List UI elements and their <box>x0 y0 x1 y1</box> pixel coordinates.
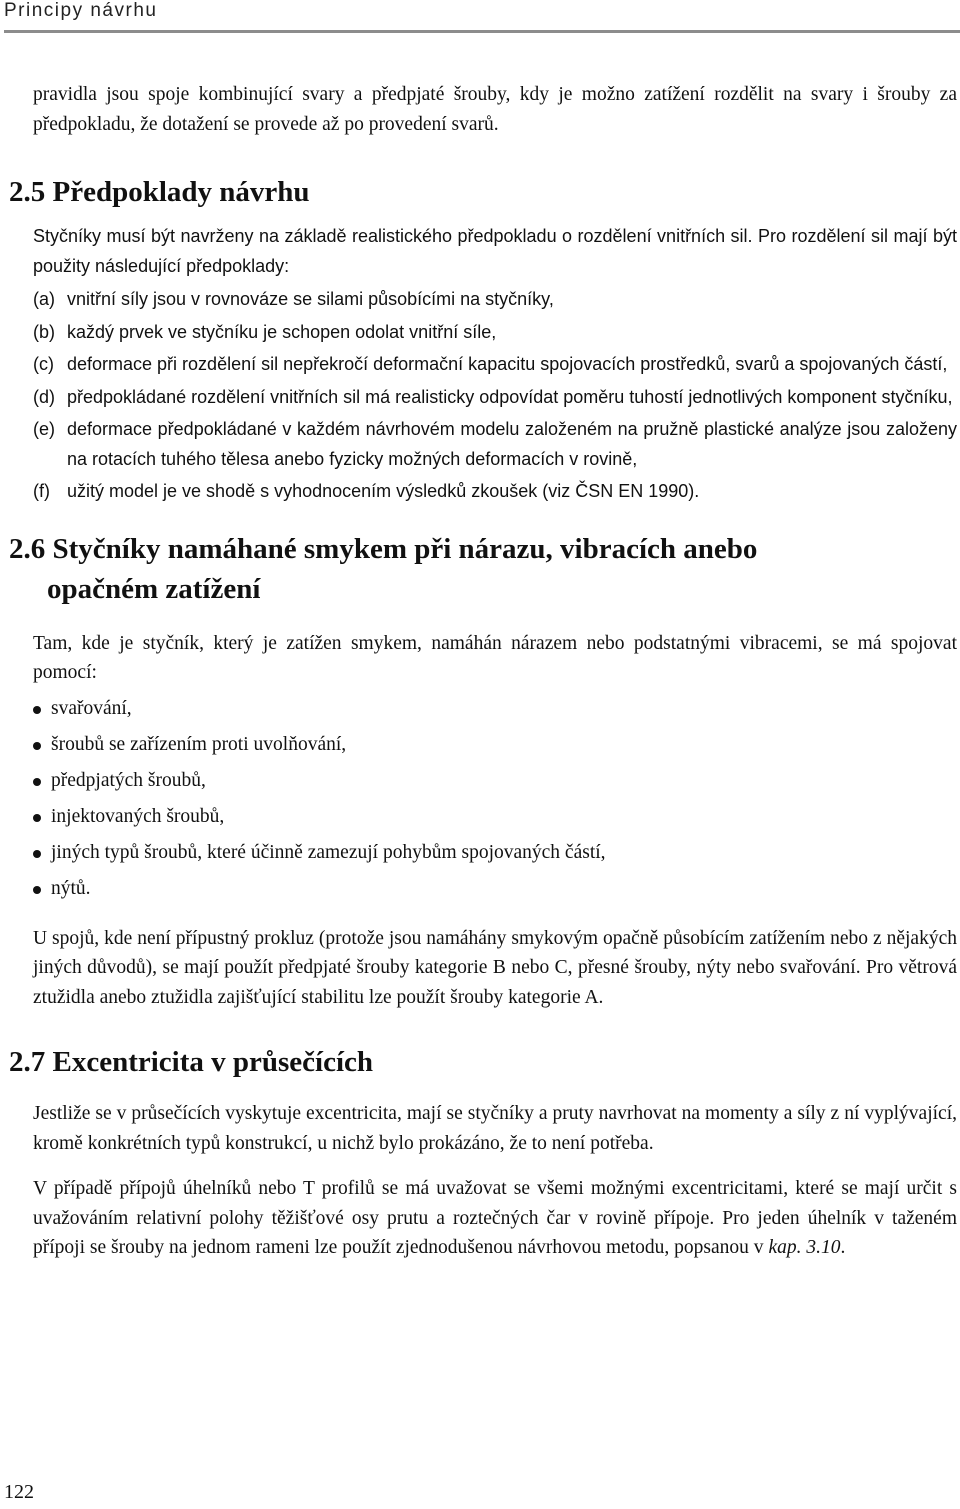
chapter-reference: kap. 3.10 <box>768 1237 841 1258</box>
item-label: (f) <box>33 481 50 501</box>
fastener-item: svařování, <box>33 694 957 730</box>
section-2-6-paragraph-2: U spojů, kde není přípustný prokluz (protože jsou namáhány smykovým opačně působícím zatížením nebo z nějakých jiných důvodů), se mají použít předpjaté šrouby kategorie B nebo C, přesné šrouby, nýty nebo svařování. Pro větrová ztužidla anebo ztužidla zajišťující stabilitu lze použít šrouby kategorie A. <box>33 927 957 1008</box>
item-label: (d) <box>33 386 55 407</box>
fastener-item: injektovaných šroubů, <box>33 802 957 838</box>
section-2-7-paragraph: Jestliže se v průsečících vyskytuje excentricita, mají se styčníky a pruty navrhovat na momenty a síly z ní vyplývající, kromě konkrétních typů konstrukcí, u nichž bylo prokázáno, že to není potřeba. <box>33 1103 957 1154</box>
item-label: (c) <box>33 354 54 374</box>
fastener-item: nýtů. <box>33 874 957 910</box>
fastener-item: šroubů se zařízením proti uvolňování, <box>33 730 957 766</box>
item-label: (e) <box>33 419 55 439</box>
fastener-item: předpjatých šroubů, <box>33 766 957 802</box>
paragraph-text: V případě přípojů úhelníků nebo T profilů se má uvažovat se všemi možnými excentricitami, které se mají určit s uvažováním relativní polohy těžišťové osy prutu a roztečných čar v rovině přípoje. Pro jeden úhelník v taženém přípoji se šrouby na jednom rameni lze použít zjednodušenou návrhovou metodu, popsanou v <box>33 1178 957 1258</box>
assumption-item <box>33 285 957 315</box>
section-2-6-heading-line1: 2.6 Styčníky namáhané smykem při nárazu, vibracích anebo <box>9 532 758 565</box>
assumption-item <box>33 415 957 474</box>
assumptions-list <box>33 285 957 507</box>
section-2-5-paragraph: Styčníky musí být navrženy na základě realistického předpokladu o rozdělení vnitřních sil. Pro rozdělení sil mají být použity následující předpoklady: <box>33 226 957 276</box>
item-text: vnitřní síly jsou v rovnováze se silami působícími na styčníky, <box>67 289 554 309</box>
section-2-6-paragraph: Tam, kde je styčník, který je zatížen smykem, namáhán nárazem nebo podstatnými vibracemi, se má spojovat pomocí: <box>33 632 957 683</box>
running-head: Principy návrhu <box>4 0 158 21</box>
item-text: každý prvek ve styčníku je schopen odolat vnitřní síle, <box>67 321 497 342</box>
page-number: 122 <box>4 1481 34 1503</box>
item-label: (b) <box>33 321 55 342</box>
item-text: deformace předpokládané v každém návrhovém modelu založeném na pružně plastické analýze jsou založeny na rotacích tuhého tělesa anebo fyzicky možných deformacích v rovině, <box>67 419 957 469</box>
section-2-6-heading <box>9 529 957 609</box>
item-text: užitý model je ve shodě s vyhodnocením výsledků zkoušek (viz ČSN EN 1990). <box>67 481 700 501</box>
item-text: předpokládané rozdělení vnitřních sil má realisticky odpovídat poměru tuhostí jednotlivých komponent styčníku, <box>67 386 953 407</box>
section-2-6-heading-line2: opačném zatížení <box>47 572 261 605</box>
assumption-item <box>33 318 957 348</box>
section-2-5-heading: 2.5 Předpoklady návrhu <box>9 176 310 208</box>
page-body <box>9 80 957 1263</box>
item-label: (a) <box>33 289 55 309</box>
section-2-7-paragraph-2 <box>33 1174 957 1263</box>
assumption-item <box>33 383 957 413</box>
intro-paragraph: pravidla jsou spoje kombinující svary a předpjaté šrouby, kdy je možno zatížení rozdělit na svary i šrouby za předpokladu, že dotažení se provede až po provedení svarů. <box>33 84 957 135</box>
assumption-item <box>33 350 957 380</box>
paragraph-end: . <box>840 1237 846 1258</box>
item-text: deformace při rozdělení sil nepřekročí deformační kapacitu spojovacích prostředků, svarů a spojovaných částí, <box>67 354 948 374</box>
header-rule <box>4 30 960 33</box>
assumption-item <box>33 477 957 507</box>
fastener-item: jiných typů šroubů, které účinně zamezují pohybům spojovaných částí, <box>33 838 957 874</box>
fastener-list <box>33 694 957 910</box>
section-2-7-heading: 2.7 Excentricita v průsečících <box>9 1046 374 1078</box>
